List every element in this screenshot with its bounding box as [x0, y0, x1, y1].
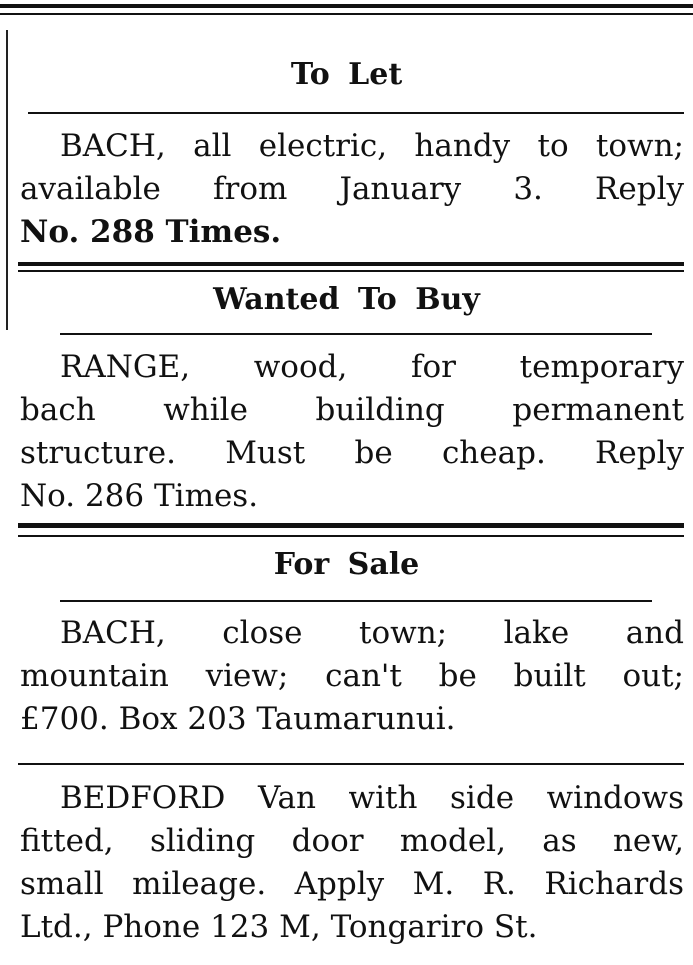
section-divider-thick: [18, 523, 684, 528]
ad-separator: [18, 763, 684, 765]
top-border-thick: [0, 4, 693, 8]
section-heading-to-let: To Let: [290, 57, 403, 92]
heading-underline-wanted-to-buy: [60, 333, 652, 335]
ad-line: BACH, all electric, handy to town;: [60, 128, 684, 164]
heading-underline-for-sale: [60, 600, 652, 602]
section-divider-thin: [18, 270, 684, 272]
ad-reply-line: No. 288 Times.: [20, 214, 282, 250]
ad-line: BEDFORD Van with side windows: [60, 780, 684, 816]
top-border-thin: [0, 13, 693, 15]
ad-line: mountain view; can't be built out;: [20, 658, 684, 694]
ad-line: structure. Must be cheap. Reply: [20, 435, 684, 471]
ad-bach-for-sale: [20, 612, 684, 741]
ad-line: RANGE, wood, for temporary: [60, 349, 684, 385]
ad-range-wanted: [20, 346, 684, 518]
ad-line: small mileage. Apply M. R. Richards: [20, 866, 684, 902]
ad-bach-to-let: [20, 125, 684, 254]
ad-bedford-van: [20, 777, 684, 949]
section-heading-wanted-to-buy: Wanted To Buy: [213, 282, 480, 317]
ad-reply-line: No. 286 Times.: [20, 478, 259, 514]
ad-line: available from January 3. Reply: [20, 171, 684, 207]
section-heading-for-sale: For Sale: [273, 547, 420, 582]
ad-line: BACH, close town; lake and: [60, 615, 684, 651]
ad-line: £700. Box 203 Taumarunui.: [20, 701, 456, 737]
section-divider-thick: [18, 262, 684, 266]
heading-underline-to-let: [28, 112, 684, 114]
ad-line: Ltd., Phone 123 M, Tongariro St.: [20, 909, 538, 945]
ad-line: bach while building permanent: [20, 392, 684, 428]
ad-line: fitted, sliding door model, as new,: [20, 823, 684, 859]
section-divider-thin: [18, 535, 684, 537]
